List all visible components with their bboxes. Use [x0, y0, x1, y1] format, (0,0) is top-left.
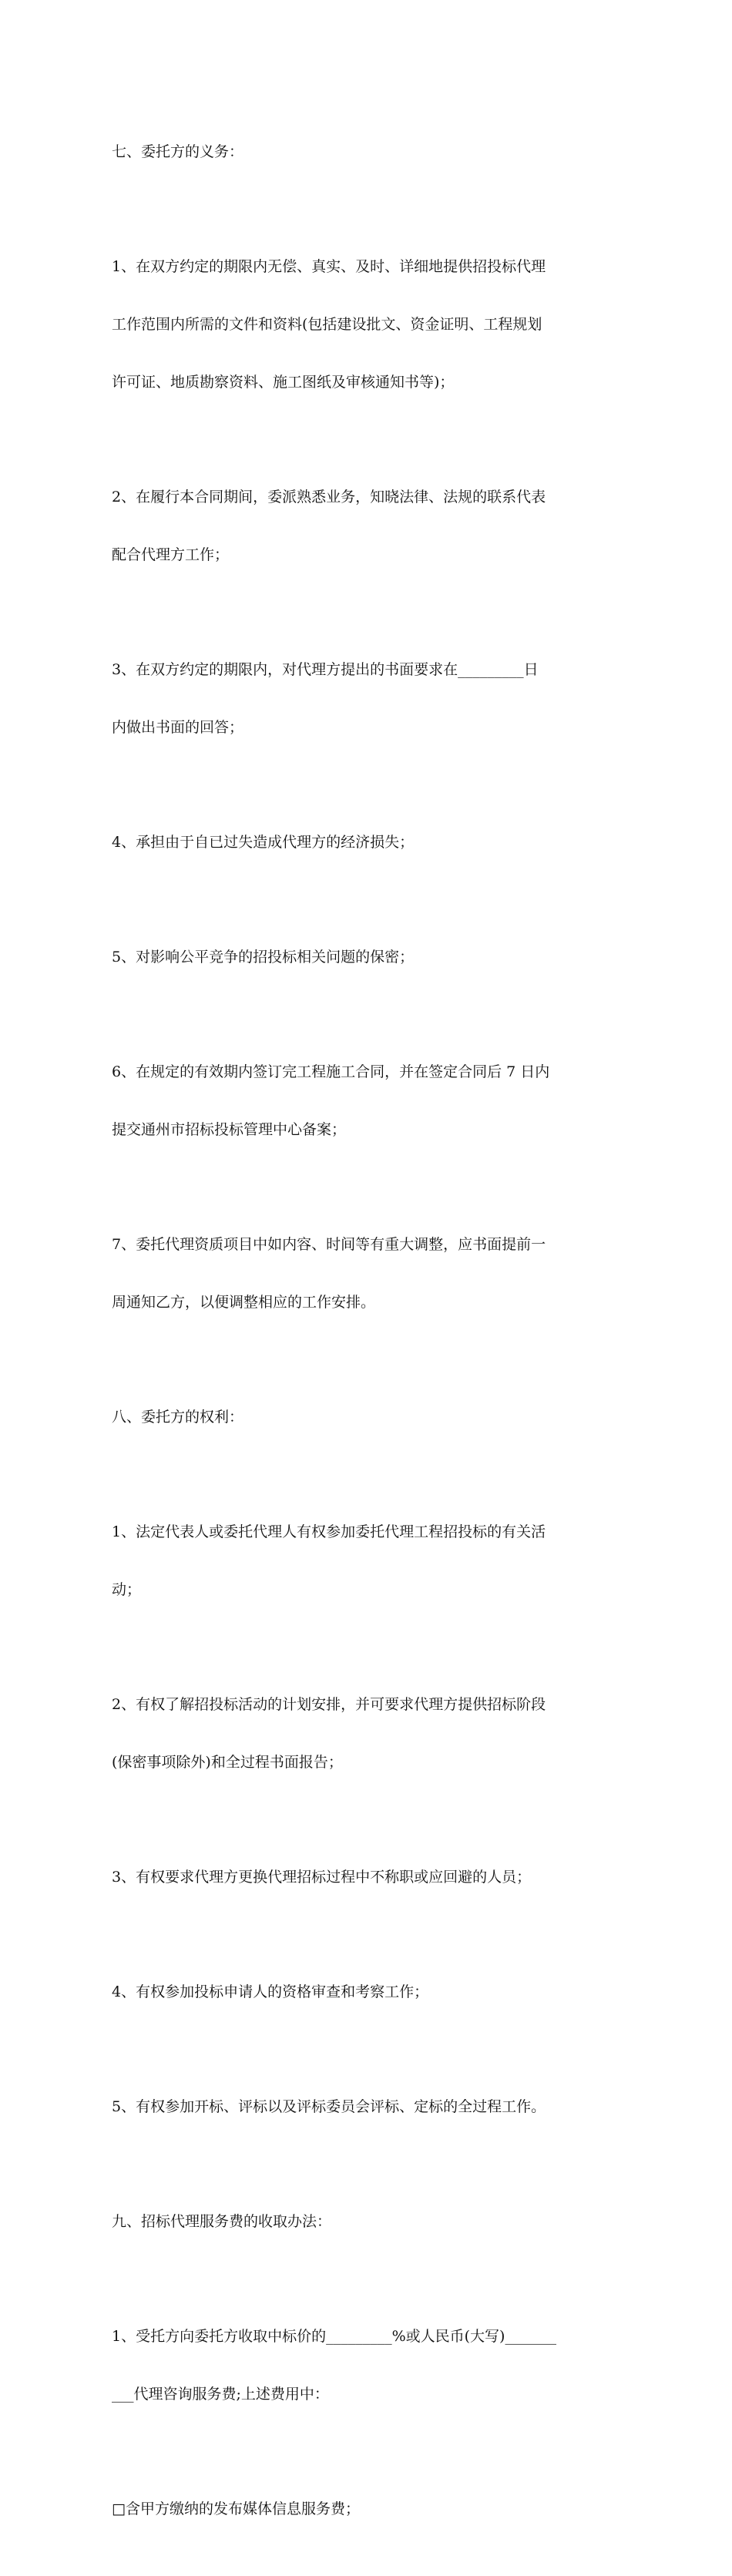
text-line: 七、委托方的义务： [112, 143, 244, 160]
text-line: 周通知乙方，以便调整相应的工作安排。 [112, 1294, 376, 1311]
text-line: 6、在规定的有效期内签订完工程施工合同，并在签定合同后 7 日内 [112, 1063, 550, 1080]
text-line: 4、承担由于自已过失造成代理方的经济损失； [112, 834, 415, 851]
text-line: 九、招标代理服务费的收取办法： [112, 2213, 332, 2230]
text-line: 配合代理方工作； [112, 546, 230, 563]
text-line: 工作范围内所需的文件和资料(包括建设批文、资金证明、工程规划 [112, 316, 542, 333]
clause-7-1 [112, 219, 622, 431]
text-line: 3、有权要求代理方更换代理招标过程中不称职或应回避的人员； [112, 1869, 532, 1886]
clause-7-4 [112, 794, 622, 891]
checkbox-option-media-fee [112, 2461, 622, 2558]
clause-8-5 [112, 2059, 622, 2155]
text-line: 1、受托方向委托方收取中标价的_________%或人民币(大写)_______ [112, 2328, 556, 2345]
clause-7-2 [112, 449, 622, 603]
section-heading-9 [112, 2174, 622, 2270]
text-line: 1、在双方约定的期限内无偿、真实、及时、详细地提供招投标代理 [112, 258, 546, 275]
clause-7-6 [112, 1024, 622, 1178]
text-line: (保密事项除外)和全过程书面报告； [112, 1754, 343, 1771]
text-line: 提交通州市招标投标管理中心备案； [112, 1121, 347, 1138]
text-line: 5、有权参加开标、评标以及评标委员会评标、定标的全过程工作。 [112, 2098, 546, 2115]
clause-8-2 [112, 1657, 622, 1811]
text-line: 许可证、地质勘察资料、施工图纸及审核通知书等)； [112, 374, 455, 391]
text-line: 八、委托方的权利： [112, 1409, 244, 1426]
text-line: 内做出书面的回答； [112, 719, 244, 736]
clause-8-4 [112, 1944, 622, 2040]
text-line: 4、有权参加投标申请人的资格审查和考察工作； [112, 1983, 429, 2000]
text-line: 3、在双方约定的期限内，对代理方提出的书面要求在_________日 [112, 661, 539, 678]
text-line: 5、对影响公平竞争的招投标相关问题的保密； [112, 949, 415, 966]
clause-7-7 [112, 1197, 622, 1351]
text-line: 1、法定代表人或委托代理人有权参加委托代理工程招投标的有关活 [112, 1523, 546, 1540]
text-line: 2、在履行本合同期间，委派熟悉业务，知晓法律、法规的联系代表 [112, 489, 546, 505]
section-heading-7 [112, 104, 622, 200]
clause-8-1 [112, 1484, 622, 1638]
clause-8-3 [112, 1829, 622, 1926]
clause-7-3 [112, 622, 622, 776]
text-line: ___代理咨询服务费;上述费用中： [112, 2386, 329, 2403]
text-line: □含甲方缴纳的发布媒体信息服务费； [112, 2500, 360, 2517]
text-line: 7、委托代理资质项目中如内容、时间等有重大调整，应书面提前一 [112, 1236, 546, 1253]
clause-7-5 [112, 909, 622, 1006]
clause-9-1 [112, 2289, 622, 2443]
text-line: 动； [112, 1581, 142, 1598]
document-body [112, 104, 622, 2576]
section-heading-8 [112, 1369, 622, 1466]
text-line: 2、有权了解招投标活动的计划安排，并可要求代理方提供招标阶段 [112, 1696, 546, 1713]
